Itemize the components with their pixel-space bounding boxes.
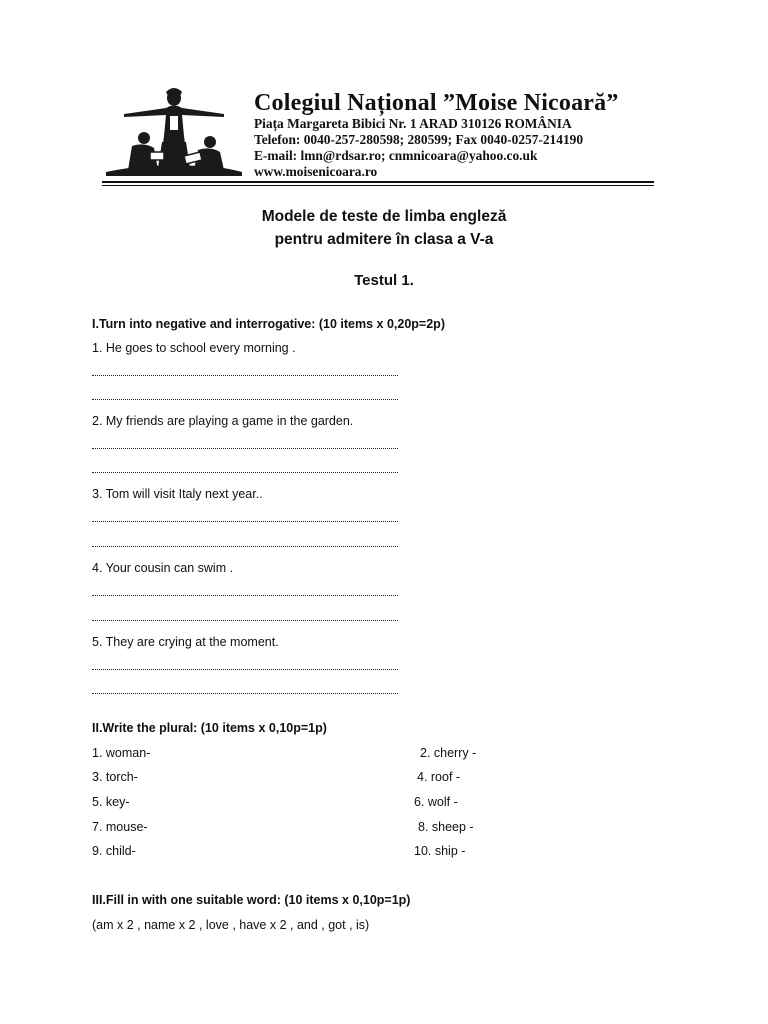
header-divider: [102, 181, 654, 183]
plural-item: 5. key-: [92, 795, 130, 809]
school-address: Piața Margareta Bibici Nr. 1 ARAD 310126 ROMÂNIA: [254, 116, 572, 131]
plural-item: 4. roof -: [417, 770, 461, 784]
plural-item: 3. torch-: [92, 770, 138, 784]
plural-item: 8. sheep -: [418, 820, 474, 834]
answer-line: [92, 398, 398, 400]
plural-item: 2. cherry -: [420, 746, 477, 760]
section-1-heading: I.Turn into negative and interrogative: (10 items x 0,20p=2p): [92, 317, 445, 331]
plural-item: 6. wolf -: [414, 795, 458, 809]
school-email: E-mail: lmn@rdsar.ro; cnmnicoara@yahoo.co.uk: [254, 148, 538, 163]
exercise-sentence: 1. He goes to school every morning .: [92, 341, 296, 355]
plural-item: 9. child-: [92, 844, 136, 858]
document-title-line-2: pentru admitere în clasa a V-a: [274, 231, 494, 248]
test-title: Testul 1.: [354, 272, 414, 289]
section-2-heading: II.Write the plural: (10 items x 0,10p=1p): [92, 721, 327, 735]
document-title-line-1: Modele de teste de limba engleză: [261, 208, 507, 225]
school-phone: Telefon: 0040-257-280598; 280599; Fax 0040-0257-214190: [254, 132, 584, 147]
school-name: Colegiul Național ”Moise Nicoară”: [254, 90, 619, 116]
school-emblem-icon: [104, 86, 244, 178]
word-bank: (am x 2 , name x 2 , love , have x 2 , and , got , is): [92, 918, 370, 932]
letterhead: [100, 86, 656, 190]
answer-line: [92, 447, 398, 449]
answer-line: [92, 374, 398, 376]
answer-line: [92, 520, 398, 522]
school-website: www.moisenicoara.ro: [254, 164, 378, 179]
answer-line: [92, 692, 398, 694]
answer-line: [92, 668, 398, 670]
exercise-sentence: 5. They are crying at the moment.: [92, 635, 279, 649]
exercise-sentence: 4. Your cousin can swim .: [92, 561, 234, 575]
header-divider-thin: [102, 185, 654, 186]
plural-item: 1. woman-: [92, 746, 151, 760]
exercise-sentence: 3. Tom will visit Italy next year..: [92, 487, 263, 501]
answer-line: [92, 619, 398, 621]
plural-item: 10. ship -: [414, 844, 466, 858]
section-3-heading: III.Fill in with one suitable word: (10 items x 0,10p=1p): [92, 893, 411, 907]
institution-info: [254, 90, 619, 180]
exercise-sentence: 2. My friends are playing a game in the garden.: [92, 414, 354, 428]
plural-item: 7. mouse-: [92, 820, 148, 834]
answer-line: [92, 594, 398, 596]
answer-line: [92, 471, 398, 473]
answer-line: [92, 545, 398, 547]
